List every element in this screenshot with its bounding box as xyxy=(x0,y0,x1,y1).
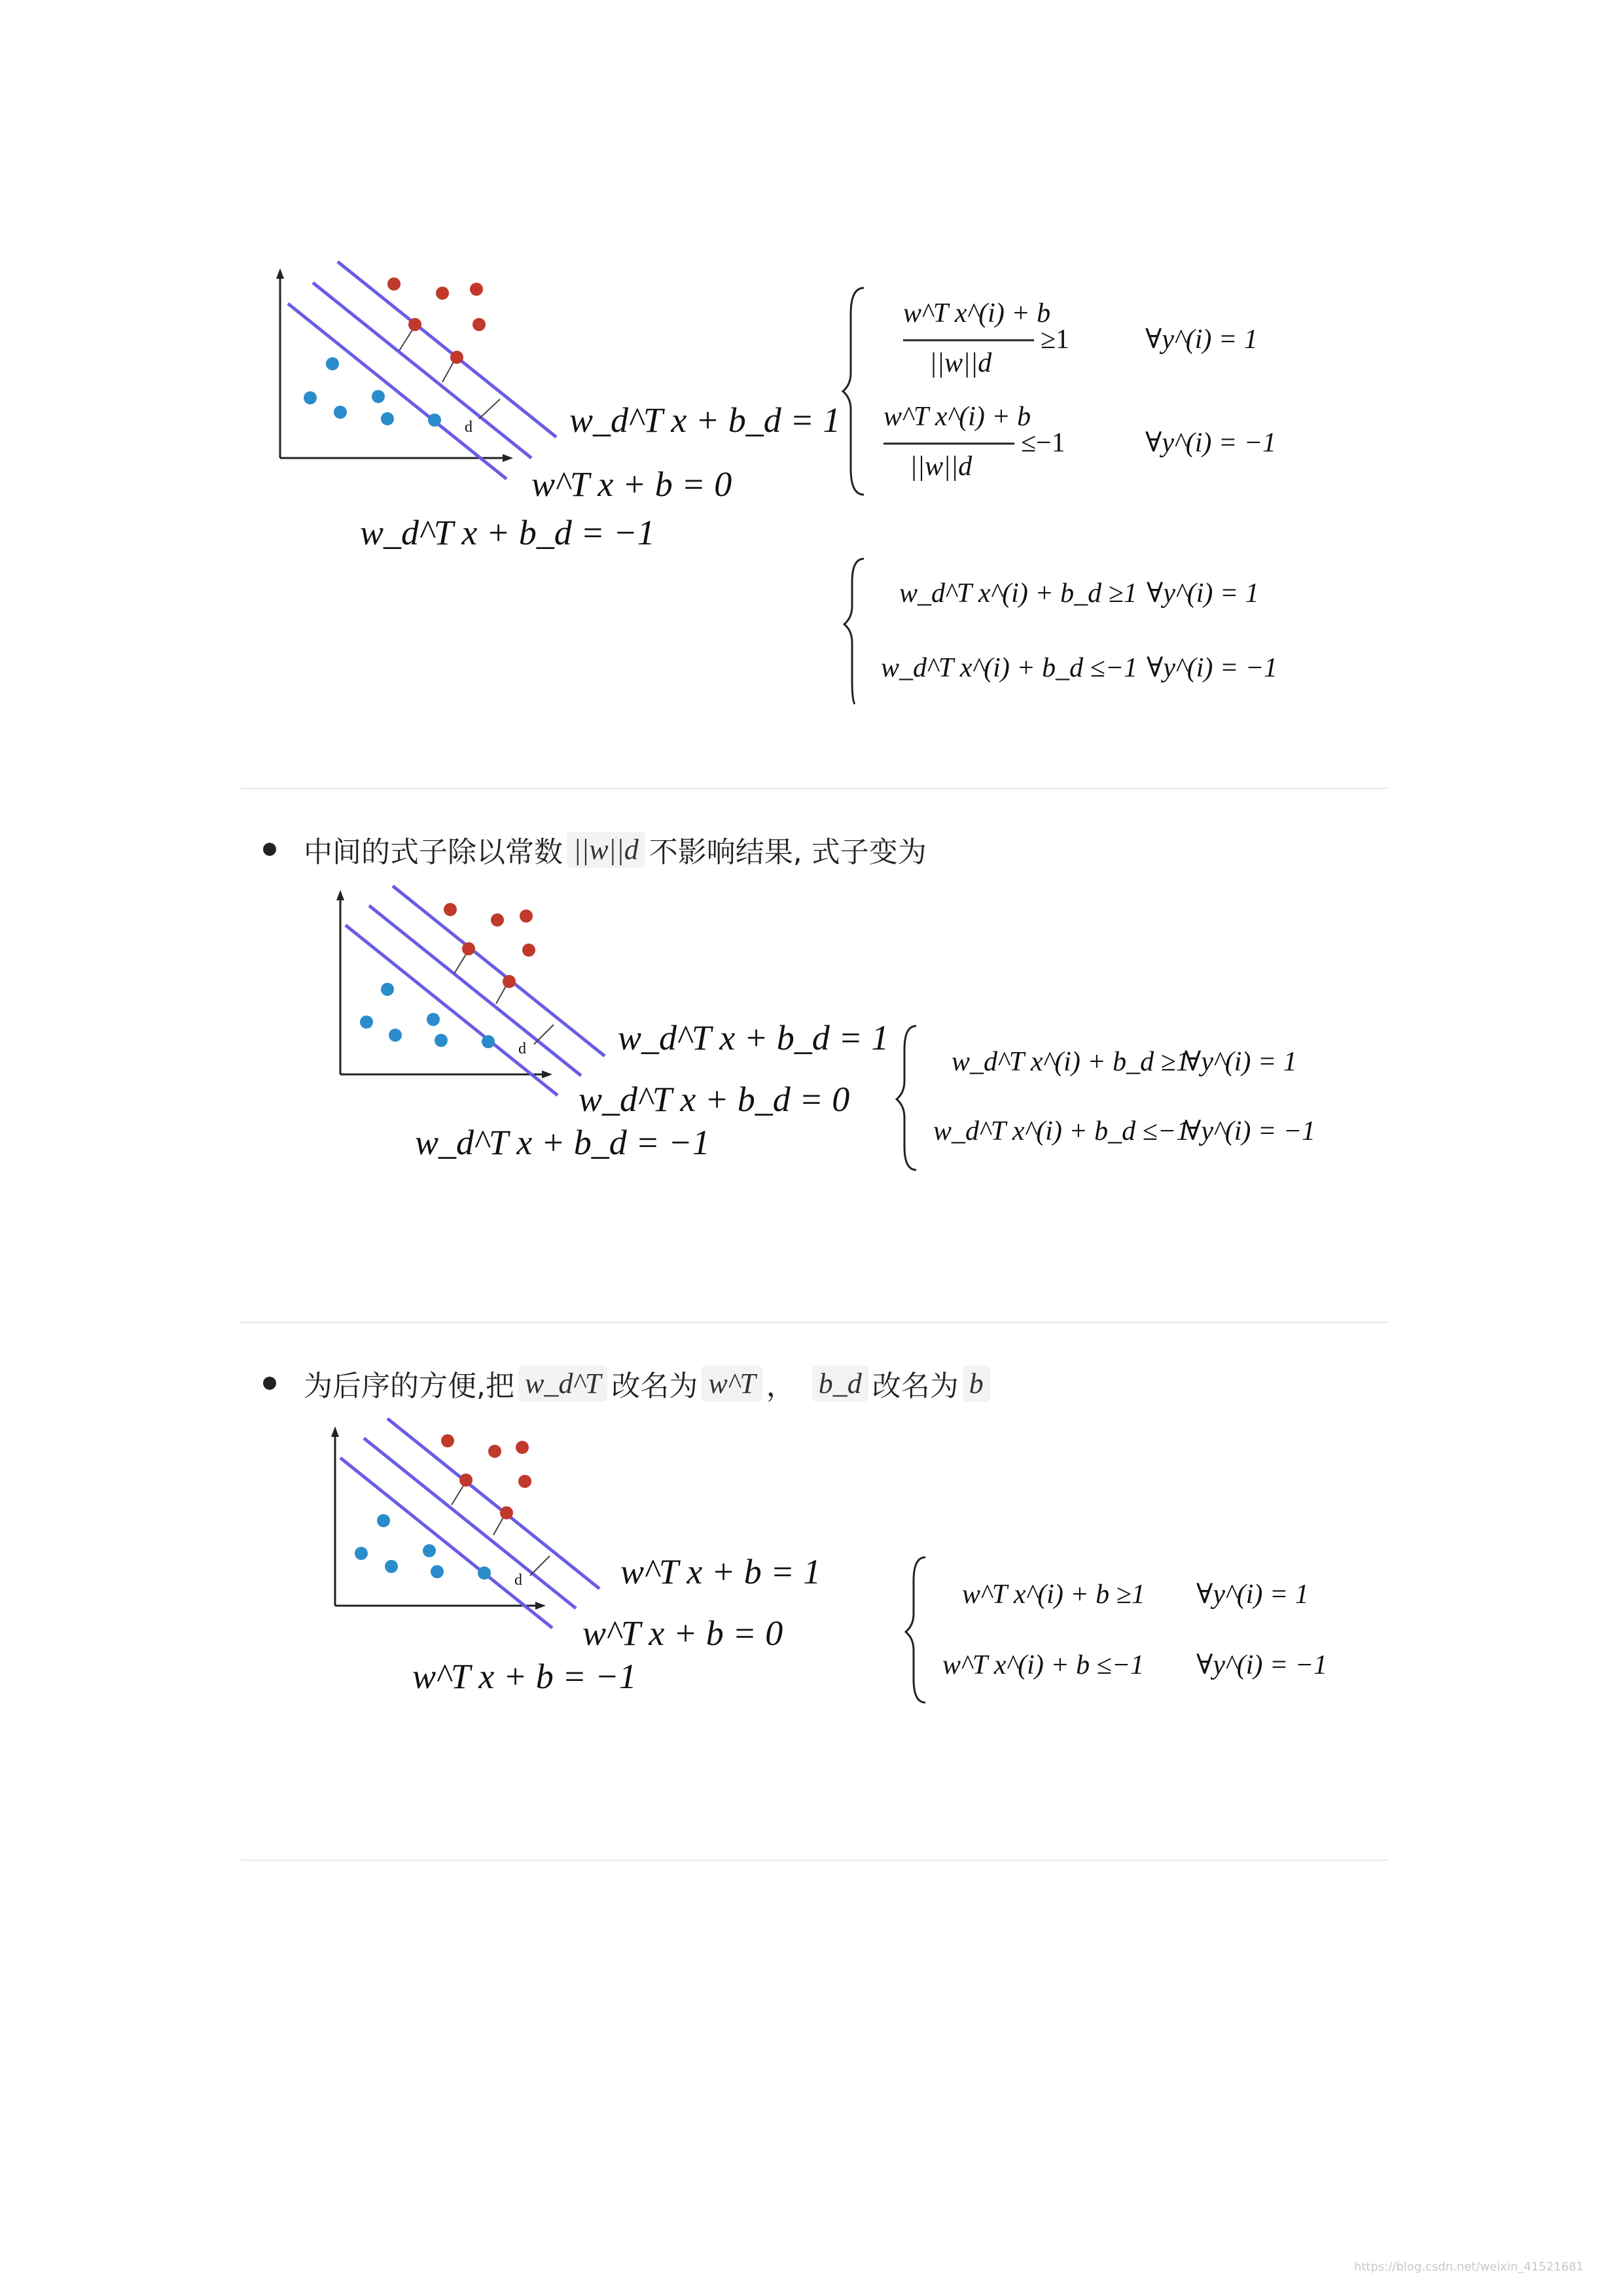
blue-point xyxy=(372,390,385,403)
bullet-item-1 xyxy=(263,823,927,875)
bullet-dot xyxy=(263,1377,276,1390)
svm-diagram-2 xyxy=(308,877,889,1184)
margin-arrow xyxy=(479,399,500,419)
row2-expression: w_d^T x^(i) + b_d ≤−1 xyxy=(933,1116,1190,1146)
y-axis-arrow xyxy=(276,268,284,279)
inline-math-bd: b_d xyxy=(812,1366,868,1402)
blue-point xyxy=(381,983,394,996)
row1-condition: ∀y^(i) = 1 xyxy=(1145,325,1258,355)
diagram-stroke xyxy=(387,1419,599,1589)
row1-condition: ∀y^(i) = 1 xyxy=(1196,1580,1309,1610)
x-axis-arrow xyxy=(503,454,513,462)
left-brace xyxy=(906,1557,925,1703)
row1-expression: w^T x^(i) + b ≥1 xyxy=(962,1580,1145,1610)
bullet-separator: ， xyxy=(766,1369,795,1403)
blue-point xyxy=(385,1560,398,1573)
bullet-dot xyxy=(263,843,276,856)
margin-line-top xyxy=(338,262,556,437)
red-point xyxy=(436,287,449,300)
eq-hyperplane: w_d^T x + b_d = 0 xyxy=(579,1080,850,1119)
divider-1 xyxy=(241,788,1387,789)
row2-condition: ∀y^(i) = −1 xyxy=(1185,1116,1316,1146)
eq-margin-top: w_d^T x + b_d = 1 xyxy=(569,400,841,440)
svm-diagram-1 xyxy=(249,249,841,589)
bullet-item-2 xyxy=(263,1357,994,1409)
blue-point xyxy=(334,406,347,419)
red-point xyxy=(459,1474,473,1487)
bullet-text-before: 中间的式子除以常数 xyxy=(304,836,563,869)
row1-relation: ≥1 xyxy=(1041,325,1070,355)
watermark: https://blog.csdn.net/weixin_41521681 xyxy=(1353,2260,1584,2274)
bullet-text-after: 不影响结果, 式子变为 xyxy=(649,836,927,869)
constraint-system-4 xyxy=(906,1551,1338,1708)
row2-numerator: w^T x^(i) + b xyxy=(883,402,1031,432)
row2-expression: w^T x^(i) + b ≤−1 xyxy=(942,1650,1145,1680)
divider-3 xyxy=(241,1860,1387,1861)
row1-condition: ∀y^(i) = 1 xyxy=(1147,578,1259,609)
eq-margin-bottom: w_d^T x + b_d = −1 xyxy=(360,513,655,552)
red-point xyxy=(516,1441,529,1454)
red-point xyxy=(444,903,457,916)
row2-relation: ≤−1 xyxy=(1021,428,1065,458)
red-point xyxy=(470,283,483,296)
row2-denominator: ||w||d xyxy=(910,451,972,482)
blue-point xyxy=(427,1013,440,1026)
hyperplane-line xyxy=(313,283,531,458)
bullet-text-3: 改名为 xyxy=(872,1369,959,1403)
bullet-text-1: 为后序的方便,把 xyxy=(304,1369,514,1403)
row2-expression: w_d^T x^(i) + b_d ≤−1 xyxy=(881,653,1138,683)
inline-math-norm: ||w||d xyxy=(567,832,645,868)
red-point xyxy=(491,913,504,927)
eq-hyperplane: w^T x + b = 0 xyxy=(531,465,732,504)
blue-point xyxy=(431,1565,444,1578)
eq-hyperplane: w^T x + b = 0 xyxy=(582,1614,783,1653)
red-point xyxy=(488,1445,501,1458)
constraint-system-1 xyxy=(844,275,1302,510)
left-brace xyxy=(897,1026,916,1170)
diagram-stroke xyxy=(530,1556,550,1576)
blue-point xyxy=(360,1016,373,1029)
red-point xyxy=(408,318,421,331)
red-point xyxy=(500,1506,513,1519)
inline-math-b: b xyxy=(963,1366,990,1402)
constraint-system-3 xyxy=(897,1018,1329,1175)
blue-point xyxy=(377,1514,390,1527)
diagram-stroke xyxy=(534,1025,554,1044)
eq-margin-top: w^T x + b = 1 xyxy=(620,1552,821,1591)
margin-label: d xyxy=(518,1040,526,1057)
diagram-stroke xyxy=(393,886,605,1056)
row2-condition: ∀y^(i) = −1 xyxy=(1147,653,1278,683)
inline-math-wdT: w_d^T xyxy=(518,1366,607,1402)
row1-condition: ∀y^(i) = 1 xyxy=(1185,1047,1297,1077)
left-brace xyxy=(844,559,864,704)
red-point xyxy=(473,318,486,331)
left-brace xyxy=(843,288,864,495)
diagram-stroke xyxy=(331,1426,339,1437)
diagram-stroke xyxy=(336,890,344,900)
blue-point xyxy=(428,414,441,427)
eq-margin-bottom: w^T x + b = −1 xyxy=(412,1657,637,1696)
blue-point xyxy=(381,412,394,425)
blue-point xyxy=(435,1034,448,1047)
margin-line-bottom xyxy=(288,304,507,479)
blue-point xyxy=(482,1035,495,1048)
red-point xyxy=(450,351,463,364)
margin-label: d xyxy=(514,1572,522,1589)
red-point xyxy=(520,910,533,923)
row1-expression: w_d^T x^(i) + b_d ≥1 xyxy=(899,578,1137,609)
row2-condition: ∀y^(i) = −1 xyxy=(1196,1650,1328,1680)
blue-point xyxy=(355,1547,368,1560)
diagram-stroke xyxy=(542,1070,552,1078)
margin-label: d xyxy=(465,419,473,436)
eq-margin-bottom: w_d^T x + b_d = −1 xyxy=(415,1123,710,1162)
row1-denominator: ||w||d xyxy=(929,348,992,378)
blue-point xyxy=(478,1566,491,1580)
diagram-stroke xyxy=(369,906,581,1076)
row2-condition: ∀y^(i) = −1 xyxy=(1145,428,1277,458)
blue-point xyxy=(423,1544,436,1557)
blue-point xyxy=(304,391,317,404)
blue-point xyxy=(389,1029,402,1042)
inline-math-wT: w^T xyxy=(702,1366,762,1402)
red-point xyxy=(522,944,535,957)
row1-numerator: w^T x^(i) + b xyxy=(903,298,1051,328)
bullet-text-2: 改名为 xyxy=(611,1369,698,1403)
red-point xyxy=(387,277,401,291)
eq-margin-top: w_d^T x + b_d = 1 xyxy=(618,1018,889,1057)
red-point xyxy=(462,942,475,955)
red-point xyxy=(503,975,516,988)
red-point xyxy=(441,1434,454,1447)
diagram-stroke xyxy=(535,1602,546,1610)
red-point xyxy=(518,1475,531,1488)
divider-2 xyxy=(241,1322,1387,1323)
svm-diagram-3 xyxy=(301,1413,838,1714)
blue-point xyxy=(326,357,339,370)
row1-expression: w_d^T x^(i) + b_d ≥1 xyxy=(952,1047,1190,1077)
diagram-stroke xyxy=(364,1438,576,1608)
constraint-system-2 xyxy=(844,550,1302,707)
